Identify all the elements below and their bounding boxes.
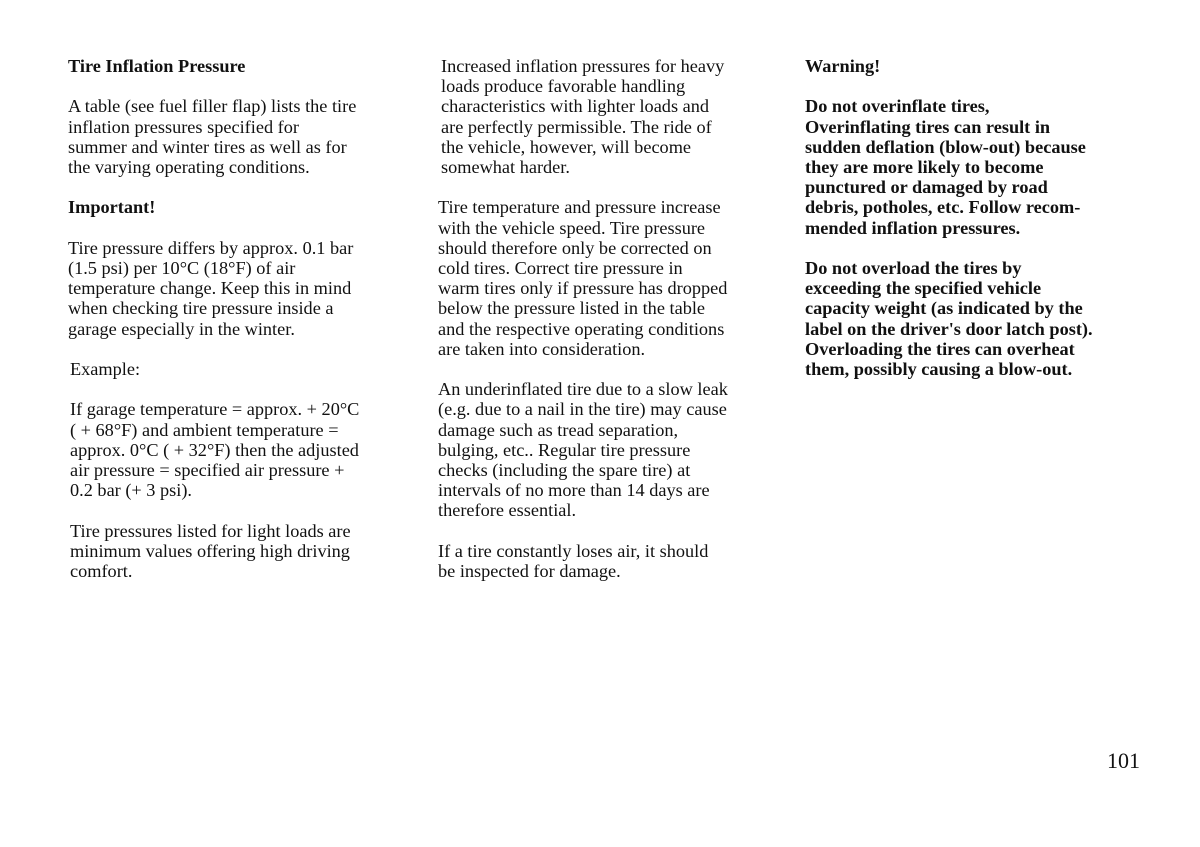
- page-number: 101: [1107, 748, 1140, 773]
- overinflate-warning: Do not overinflate tires, Overinflating tires can result in sudden deflation (blow-out) because they are more likely to become punctured or damaged by road debris, potholes, etc. Follow recom- mended inflation pressures.: [805, 96, 1086, 238]
- example-paragraph: If garage temperature = approx. + 20°C ( + 68°F) and ambient temperature = approx. 0°C ( + 32°F) then the adjusted air pressure = specified air pressure + 0.2 bar (+ 3 psi).: [70, 399, 360, 501]
- overload-warning: Do not overload the tires by exceeding the specified vehicle capacity weight (as indicated by the label on the driver's door latch post). Overloading the tires can overheat them, possibly causing a blow-out.: [805, 258, 1093, 380]
- temperature-speed-paragraph: Tire temperature and pressure increase with the vehicle speed. Tire pressure should therefore only be corrected on cold tires. Correct tire pressure in warm tires only if pressure has dropped below the pressure listed in the table and the respective operating conditions are taken into consideration.: [438, 197, 728, 359]
- left-column: [68, 56, 408, 601]
- important-label: Important!: [68, 197, 156, 218]
- warning-label: Warning!: [805, 56, 881, 76]
- section-heading: Tire Inflation Pressure: [68, 56, 246, 76]
- tire-pressure-table-paragraph: A table (see fuel filler flap) lists the tire inflation pressures specified for summer and winter tires as well as for the varying operating conditions.: [68, 96, 357, 177]
- losing-air-paragraph: If a tire constantly loses air, it should be inspected for damage.: [438, 540, 709, 582]
- light-loads-paragraph: Tire pressures listed for light loads are minimum values offering high driving comfort.: [70, 520, 351, 581]
- temperature-change-paragraph: Tire pressure differs by approx. 0.1 bar (1.5 psi) per 10°C (18°F) of air temperature change. Keep this in mind when checking tire pressure inside a garage especially in the winter.: [68, 237, 354, 339]
- example-label: Example:: [70, 358, 141, 379]
- heavy-loads-paragraph: Increased inflation pressures for heavy loads produce favorable handling characteristics with lighter loads and are perfectly permissible. The ride of the vehicle, however, will become somewhat harder.: [441, 56, 725, 178]
- right-column: [805, 56, 1145, 399]
- middle-column: [438, 56, 783, 601]
- underinflated-tire-paragraph: An underinflated tire due to a slow leak (e.g. due to a nail in the tire) may cause damage such as tread separation, bulging, etc.. Regular tire pressure checks (including the spare tire) at intervals of no more than 14 days are therefore essential.: [438, 379, 728, 521]
